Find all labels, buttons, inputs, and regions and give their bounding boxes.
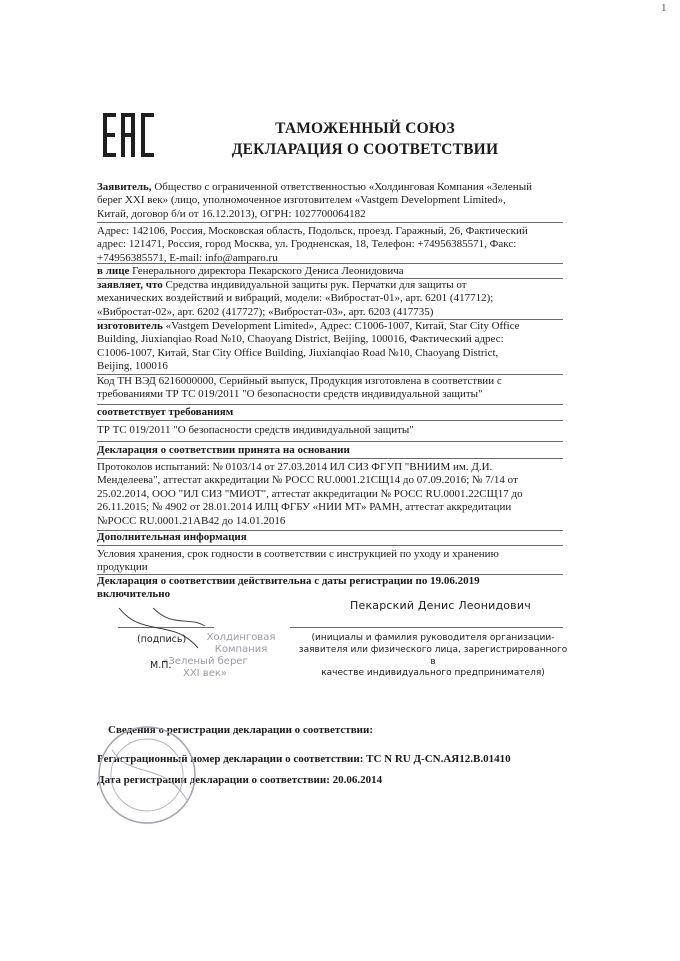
divider (97, 458, 563, 459)
divider (97, 420, 563, 421)
signatory-caption (298, 633, 568, 680)
basis-line-4: 26.11.2015; № 4902 от 28.01.2014 ИЛЦ ФГБУ «НИИ МТ» РАМН, аттестат аккредитации (97, 501, 512, 514)
manufacturer-block (97, 320, 563, 374)
declares-line-1: Средства индивидуальной защиты рук. Перчатки для защиты от (162, 279, 467, 291)
basis-line-5: №РОСС RU.0001.21АВ42 до 14.01.2016 (97, 514, 286, 527)
basis-line-1: Протоколов испытаний: № 0103/14 от 27.03.2014 ИЛ СИЗ ФГУП "ВНИИМ им. Д.И. (97, 461, 493, 473)
applicant-line-1: Общество с ограниченной ответственностью «Холдинговая Компания «Зеленый (151, 181, 532, 193)
eac-logo (103, 113, 155, 157)
caption-line-1: (инициалы и фамилия руководителя организации- (311, 633, 555, 643)
stamp-text-top (205, 632, 277, 656)
caption-line-3: качестве индивидуального предпринимателя) (321, 668, 545, 679)
seal-label: М.П. (150, 660, 172, 671)
registration-stamp (92, 720, 222, 830)
address-line-2: адрес: 121471, Россия, город Москва, ул. Гродненская, 18, Телефон: +74956385571, Факс: (97, 238, 517, 251)
divider (97, 441, 563, 442)
title-line-declaration: ДЕКЛАРАЦИЯ О СООТВЕТСТВИИ (231, 141, 499, 158)
stamp-line-3: «Зеленый берег (162, 656, 248, 667)
additional-header: Дополнительная информация (97, 531, 247, 543)
stamp-line-4: XXI век» (182, 668, 228, 679)
address-block (97, 225, 563, 265)
applicant-label: Заявитель, (97, 181, 152, 193)
caption-line-2: заявителя или физического лица, зарегистрированного в (298, 644, 568, 667)
manufacturer-line-2: Building, Jiuxianqiao Road №10, Chaoyang District, Beijing, 100016, Фактический адрес: (97, 333, 504, 346)
stamp-line-2: Компания (214, 644, 268, 655)
manufacturer-label: изготовитель (97, 320, 163, 332)
validity-line-1: Декларация о соответствии действительна с даты регистрации по 19.06.2019 (97, 575, 480, 587)
declares-line-2: механических воздействий и вибраций, модели: «Вибростат-01», арт. 6201 (417712); (97, 292, 494, 305)
registration-date: Дата регистрации декларации о соответствии: 20.06.2014 (97, 774, 383, 786)
declares-line-3: «Вибростат-02», арт. 6202 (417727); «Вибростат-03», арт. 6203 (417735) (97, 305, 434, 318)
manufacturer-line-3: C1006-1007, Китай, Star City Office Building, Jiuxianqiao Road №10, Chaoyang District, (97, 346, 499, 359)
applicant-line-3: Китай, договор б/и от 16.12.2013), ОГРН: 1027700064182 (97, 207, 366, 220)
additional-block (97, 548, 563, 575)
divider (97, 222, 563, 223)
declares-block (97, 279, 563, 319)
basis-line-3: 25.02.2014, ООО "ИЛ СИЗ "МИОТ", аттестат аккредитации № РОСС RU.0001.22СЩ17 до (97, 487, 523, 500)
document-title (200, 118, 530, 160)
manufacturer-line-1: «Vastgem Development Limited», Адрес: C1006-1007, Китай, Star City Office (162, 320, 520, 332)
divider (97, 404, 563, 405)
person-label: в лице (97, 265, 130, 277)
code-block (97, 375, 563, 402)
divider (97, 263, 563, 264)
registration-number: Регистрационный номер декларации о соответствии: ТС N RU Д-CN.АЯ12.В.01410 (97, 753, 511, 765)
page-corner-mark: 1 (661, 2, 667, 14)
signatory-name: Пекарский Денис Леонидович (350, 599, 531, 612)
divider (97, 545, 563, 546)
additional-line-1: Условия хранения, срок годности в соответствии с инструкцией по уходу и хранению (97, 548, 499, 560)
signature-label: (подпись) (137, 634, 187, 645)
person-block (97, 265, 563, 278)
applicant-line-2: берег XXI век» (лицо, уполномоченное изготовителем «Vastgem Development Limited», (97, 194, 506, 207)
stamp-line-1: Холдинговая (206, 632, 276, 643)
conforms-text: ТР ТС 019/2011 "О безопасности средств индивидуальной защиты" (97, 424, 414, 436)
conforms-header: соответствует требованиям (97, 406, 234, 418)
basis-header: Декларация о соответствии принята на основании (97, 444, 350, 456)
manufacturer-line-4: Beijing, 100016 (97, 360, 168, 373)
stamp-text-bottom (160, 656, 250, 680)
title-line-union: ТАМОЖЕННЫЙ СОЮЗ (275, 120, 455, 137)
validity-line-2: включительно (97, 588, 171, 601)
additional-line-2: продукции (97, 561, 148, 574)
applicant-block (97, 181, 563, 221)
code-line-2: требованиями ТР ТС 019/2011 "О безопасности средств индивидуальной защиты" (97, 388, 483, 401)
basis-line-2: Менделеева", аттестат аккредитации № РОСС RU.0001.21СЩ14 до 07.09.2016; № 7/14 от (97, 474, 518, 487)
person-text: Генерального директора Пекарского Дениса Леонидовича (129, 265, 404, 277)
declares-label: заявляет, что (97, 279, 163, 291)
registration-header: Сведения о регистрации декларации о соответствии: (108, 724, 373, 736)
address-line-3: +74956385571, E-mail: info@amparo.ru (97, 251, 278, 264)
address-line-1: Адрес: 142106, Россия, Московская область, Подольск, проезд. Гаражный, 26, Фактический (97, 225, 528, 237)
basis-block (97, 461, 563, 528)
signatory-underline (290, 627, 563, 628)
code-line-1: Код ТН ВЭД 6216000000, Серийный выпуск, Продукция изготовлена в соответствии с (97, 375, 502, 387)
